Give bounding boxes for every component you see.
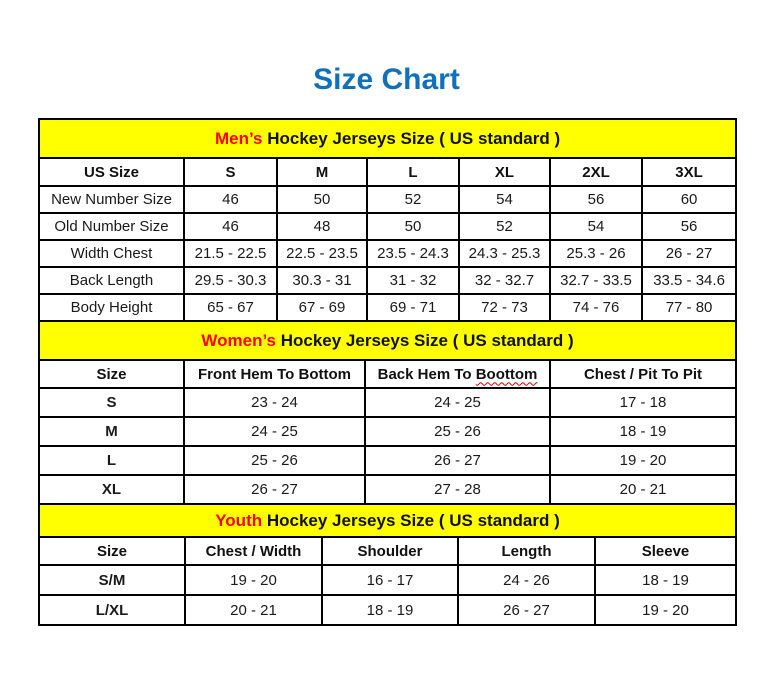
womens-cell: 17 - 18 xyxy=(550,388,736,417)
youth-cell: 20 - 21 xyxy=(185,595,322,625)
youth-accent-word: Youth xyxy=(215,510,263,530)
womens-cell: 19 - 20 xyxy=(550,446,736,475)
womens-section-title xyxy=(39,321,736,360)
womens-cell: 24 - 25 xyxy=(184,417,365,446)
youth-size-table xyxy=(38,503,737,626)
mens-cell: 65 - 67 xyxy=(184,294,277,321)
mens-cell: 46 xyxy=(184,186,277,213)
womens-band-row xyxy=(39,321,736,360)
womens-table-row xyxy=(39,417,736,446)
mens-cell: 23.5 - 24.3 xyxy=(367,240,459,267)
youth-cell: 18 - 19 xyxy=(322,595,458,625)
youth-cell: 16 - 17 xyxy=(322,565,458,595)
mens-cell: 74 - 76 xyxy=(550,294,642,321)
youth-cell: 24 - 26 xyxy=(458,565,595,595)
mens-cell: 21.5 - 22.5 xyxy=(184,240,277,267)
mens-table-row xyxy=(39,267,736,294)
mens-table-row xyxy=(39,213,736,240)
youth-column-header: Chest / Width xyxy=(185,537,322,565)
mens-column-header: L xyxy=(367,158,459,186)
youth-cell: 26 - 27 xyxy=(458,595,595,625)
mens-cell: 32.7 - 33.5 xyxy=(550,267,642,294)
mens-cell: 56 xyxy=(642,213,736,240)
mens-column-header: 3XL xyxy=(642,158,736,186)
womens-cell: 24 - 25 xyxy=(365,388,550,417)
youth-band-row xyxy=(39,504,736,537)
mens-cell: 52 xyxy=(367,186,459,213)
mens-cell: 33.5 - 34.6 xyxy=(642,267,736,294)
mens-cell: 26 - 27 xyxy=(642,240,736,267)
youth-cell: 19 - 20 xyxy=(185,565,322,595)
womens-size-table xyxy=(38,320,737,505)
youth-table-row xyxy=(39,595,736,625)
mens-column-header: 2XL xyxy=(550,158,642,186)
mens-row-label: Width Chest xyxy=(39,240,184,267)
mens-cell: 25.3 - 26 xyxy=(550,240,642,267)
womens-row-label: M xyxy=(39,417,184,446)
mens-cell: 77 - 80 xyxy=(642,294,736,321)
mens-table-row xyxy=(39,240,736,267)
womens-row-label: XL xyxy=(39,475,184,504)
youth-row-label: S/M xyxy=(39,565,185,595)
womens-column-header: Front Hem To Bottom xyxy=(184,360,365,388)
womens-cell: 25 - 26 xyxy=(184,446,365,475)
mens-row-label: Old Number Size xyxy=(39,213,184,240)
mens-section-title xyxy=(39,119,736,158)
youth-section-title xyxy=(39,504,736,537)
mens-row-label: Body Height xyxy=(39,294,184,321)
womens-row-label: S xyxy=(39,388,184,417)
youth-column-header: Size xyxy=(39,537,185,565)
mens-cell: 50 xyxy=(277,186,367,213)
mens-accent-word: Men’s xyxy=(214,128,263,148)
womens-column-header xyxy=(365,360,550,388)
mens-band-row xyxy=(39,119,736,158)
mens-column-header: XL xyxy=(459,158,550,186)
womens-column-header: Chest / Pit To Pit xyxy=(550,360,736,388)
mens-cell: 29.5 - 30.3 xyxy=(184,267,277,294)
misspelled-word: Boottom xyxy=(475,365,538,383)
mens-size-table xyxy=(38,118,737,322)
youth-column-header: Shoulder xyxy=(322,537,458,565)
youth-cell: 19 - 20 xyxy=(595,595,736,625)
womens-accent-word: Women’s xyxy=(201,330,276,350)
womens-column-header-prefix: Back Hem To xyxy=(377,365,476,383)
mens-cell: 31 - 32 xyxy=(367,267,459,294)
mens-table-row xyxy=(39,294,736,321)
womens-table-row xyxy=(39,475,736,504)
womens-table-row xyxy=(39,446,736,475)
mens-table-row xyxy=(39,186,736,213)
womens-cell: 26 - 27 xyxy=(184,475,365,504)
mens-cell: 72 - 73 xyxy=(459,294,550,321)
mens-cell: 30.3 - 31 xyxy=(277,267,367,294)
youth-column-header: Length xyxy=(458,537,595,565)
youth-cell: 18 - 19 xyxy=(595,565,736,595)
womens-cell: 20 - 21 xyxy=(550,475,736,504)
mens-cell: 67 - 69 xyxy=(277,294,367,321)
womens-cell: 27 - 28 xyxy=(365,475,550,504)
womens-cell: 18 - 19 xyxy=(550,417,736,446)
womens-cell: 25 - 26 xyxy=(365,417,550,446)
womens-table-row xyxy=(39,388,736,417)
mens-cell: 60 xyxy=(642,186,736,213)
mens-cell: 32 - 32.7 xyxy=(459,267,550,294)
youth-band-text: Hockey Jerseys Size ( US standard ) xyxy=(262,510,560,530)
mens-cell: 50 xyxy=(367,213,459,240)
youth-column-header: Sleeve xyxy=(595,537,736,565)
mens-row-label: Back Length xyxy=(39,267,184,294)
mens-cell: 52 xyxy=(459,213,550,240)
mens-column-header: M xyxy=(277,158,367,186)
mens-column-header: US Size xyxy=(39,158,184,186)
womens-cell: 23 - 24 xyxy=(184,388,365,417)
womens-band-text: Hockey Jerseys Size ( US standard ) xyxy=(276,330,574,350)
womens-cell: 26 - 27 xyxy=(365,446,550,475)
mens-cell: 48 xyxy=(277,213,367,240)
youth-column-header-row xyxy=(39,537,736,565)
mens-band-text: Hockey Jerseys Size ( US standard ) xyxy=(262,128,561,148)
mens-cell: 69 - 71 xyxy=(367,294,459,321)
mens-cell: 24.3 - 25.3 xyxy=(459,240,550,267)
womens-row-label: L xyxy=(39,446,184,475)
youth-table-row xyxy=(39,565,736,595)
mens-column-header: S xyxy=(184,158,277,186)
womens-column-header: Size xyxy=(39,360,184,388)
mens-cell: 22.5 - 23.5 xyxy=(277,240,367,267)
youth-row-label: L/XL xyxy=(39,595,185,625)
mens-row-label: New Number Size xyxy=(39,186,184,213)
mens-column-header-row xyxy=(39,158,736,186)
mens-cell: 46 xyxy=(184,213,277,240)
page-title: Size Chart xyxy=(313,63,460,96)
womens-column-header-row xyxy=(39,360,736,388)
mens-cell: 56 xyxy=(550,186,642,213)
mens-cell: 54 xyxy=(459,186,550,213)
size-chart xyxy=(38,118,735,626)
mens-cell: 54 xyxy=(550,213,642,240)
